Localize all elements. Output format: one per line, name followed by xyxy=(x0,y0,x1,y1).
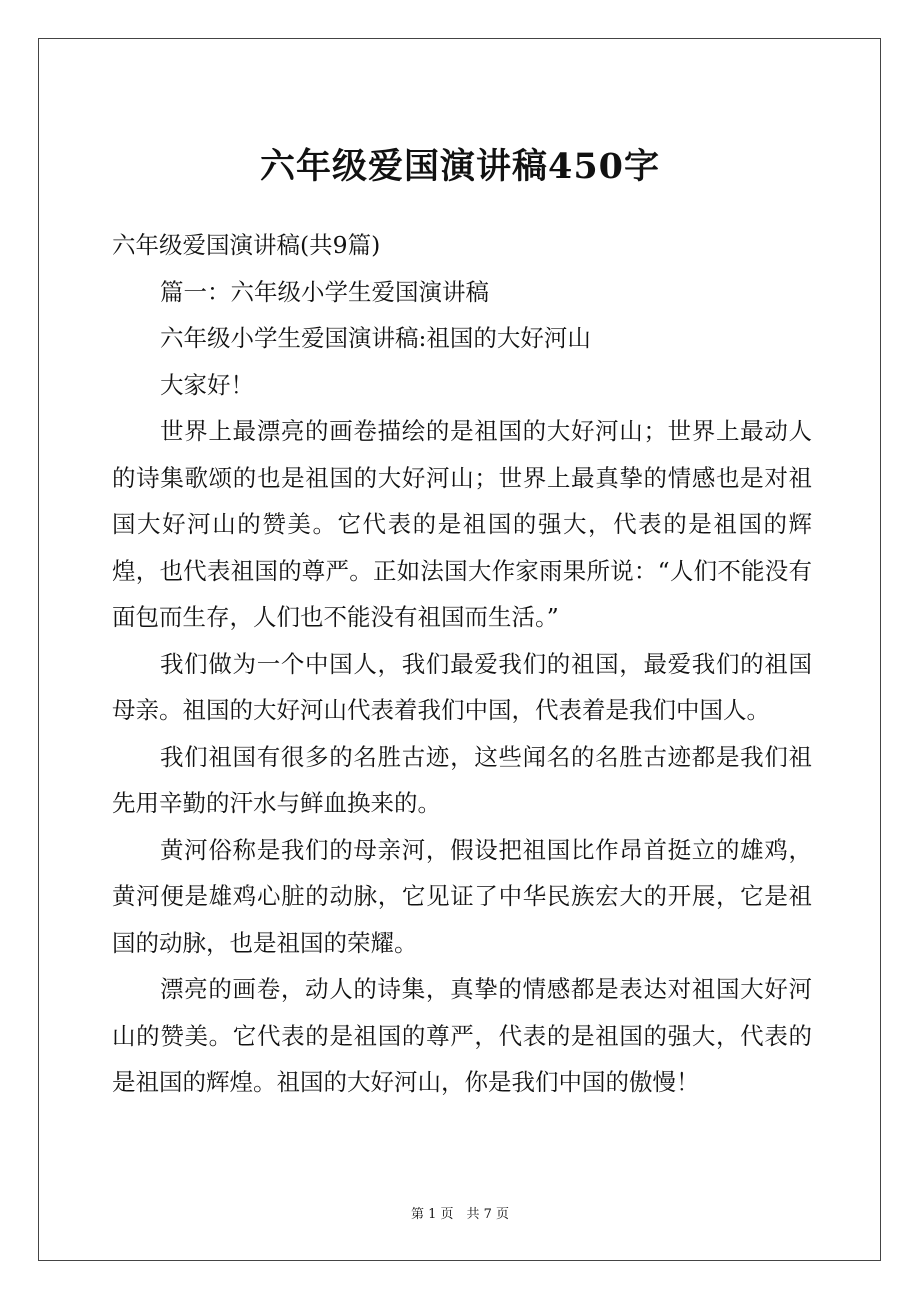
document-title: 六年级爱国演讲稿450字 xyxy=(259,146,661,187)
paragraph-section-heading: 篇一：六年级小学生爱国演讲稿 xyxy=(160,277,489,306)
paragraph-body: 黄河俗称是我们的母亲河，假设把祖国比作昂首挺立的雄鸡，黄河便是雄鸡心脏的动脉，它见证了中华民族宏大的开展，它是祖国的动脉，也是祖国的荣耀。 xyxy=(112,835,812,957)
paragraph-body: 世界上最漂亮的画卷描绘的是祖国的大好河山；世界上最动人的诗集歌颂的也是祖国的大好河山；世界上最真挚的情感也是对祖国大好河山的赞美。它代表的是祖国的强大，代表的是祖国的辉煌，也代表祖国的尊严。正如法国大作家雨果所说：“人们不能没有面包而生存，人们也不能没有祖国而生活。” xyxy=(112,417,812,631)
paragraph-speech-title: 六年级小学生爱国演讲稿:祖国的大好河山 xyxy=(160,324,591,352)
paragraph-body: 我们祖国有很多的名胜古迹，这些闻名的名胜古迹都是我们祖先用辛勤的汗水与鲜血换来的。 xyxy=(112,742,812,817)
page-footer: 第 1 页 共 7 页 xyxy=(410,1207,510,1222)
paragraph-body: 漂亮的画卷，动人的诗集，真挚的情感都是表达对祖国大好河山的赞美。它代表的是祖国的尊严，代表的是祖国的强大，代表的是祖国的辉煌。祖国的大好河山，你是我们中国的傲慢！ xyxy=(112,975,812,1096)
paragraph-collection-heading: 六年级爱国演讲稿(共9篇) xyxy=(112,231,381,259)
paragraph-body: 我们做为一个中国人，我们最爱我们的祖国，最爱我们的祖国母亲。祖国的大好河山代表着我们中国，代表着是我们中国人。 xyxy=(112,649,812,724)
document-body xyxy=(112,222,812,1106)
paragraph-greeting: 大家好！ xyxy=(160,370,254,399)
